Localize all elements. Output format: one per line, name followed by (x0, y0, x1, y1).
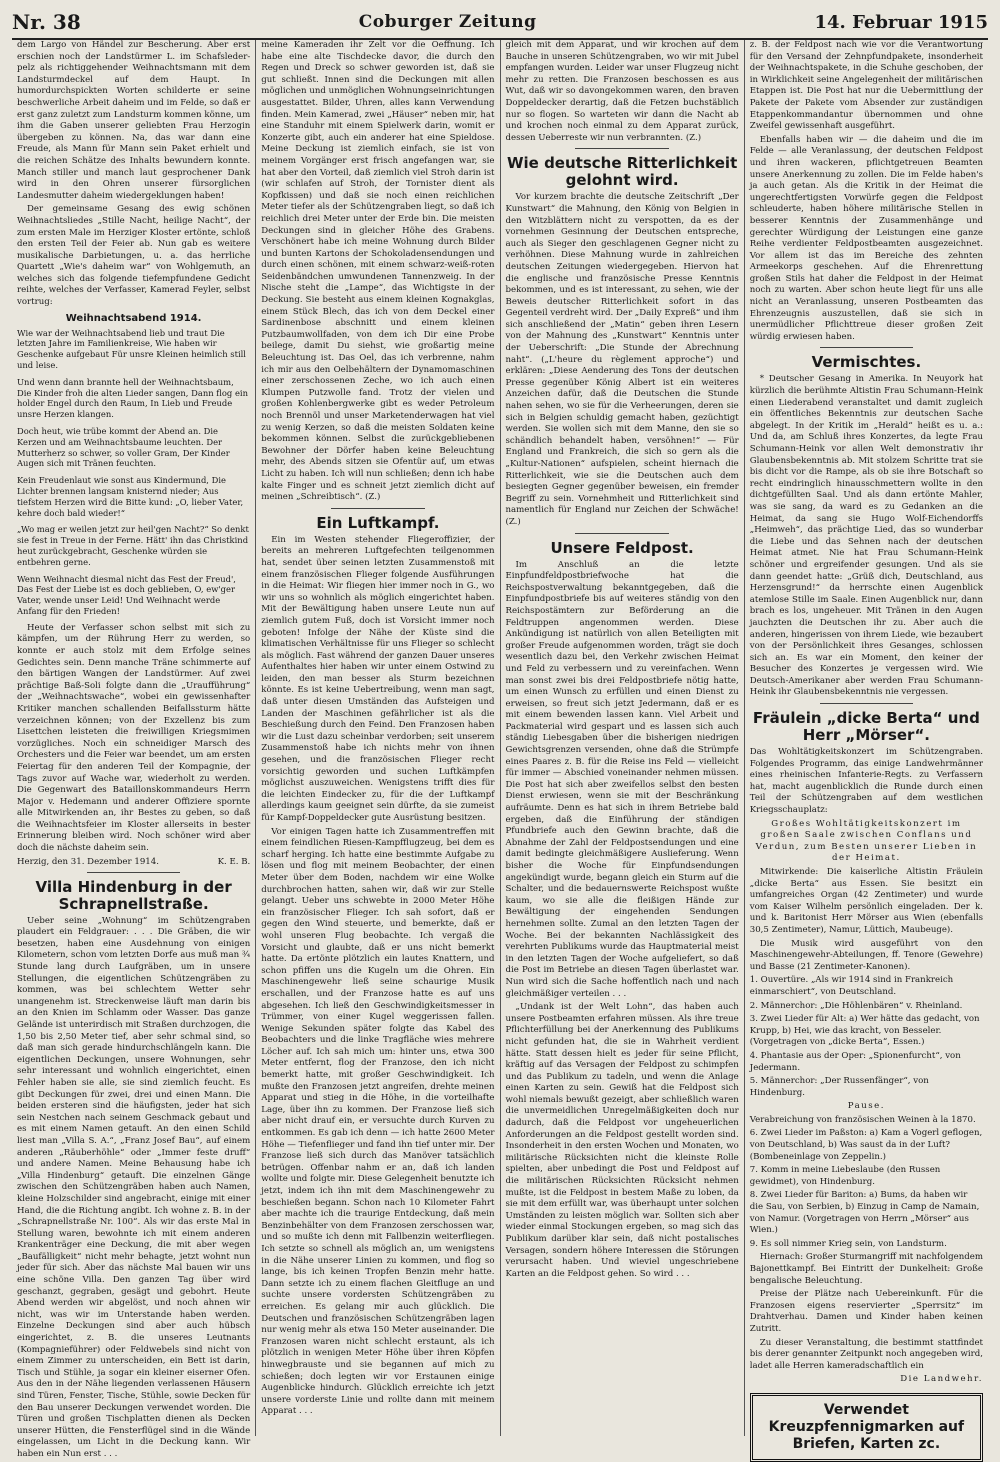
issue-number: Nr. 38 (12, 10, 81, 34)
poem-stanza: Und wenn dann brannte hell der Weihnachtsbaum, Die Kinder froh die alten Lieder sangen, Dann flog ein holder Engel durch den Raum, In Lieb und Freude unsre Herzen klangen. (17, 376, 248, 420)
divider (575, 533, 668, 534)
divider (575, 148, 668, 149)
program-item: 5. Männerchor: „Der Russenfänger“, von Hindenburg. (749, 1076, 929, 1098)
program-item: 2. Männerchor: „Die Höhlenbären“ v. Rheinland. (749, 1000, 963, 1011)
concert-program (750, 975, 983, 1250)
poem-stanza: Wie war der Weihnachtsabend lieb und traut Die letzten Jahre im Familienkreise, Wie haben wir Geschenke aufgebaut Für unsre Kleinen heimlich still und leise. (17, 327, 246, 371)
paragraph: z. B. der Feldpost nach wie vor die Verantwortung für den Versand der Zehnpfundpakete, insonderheit der Weihnachtspakete, in die Schuhe geschoben, der in Wirklichkeit seine Angelegenheit der militärischen Etappen ist. Die Post hat nur die Uebermittlung der Pakete der Pakete vom Absender zur zuständigen Etappenkommandantur übernommen und ohne Zweifel gewissenhaft ausgeführt. (749, 40, 983, 132)
dateline (17, 857, 250, 868)
paragraph: gleich mit dem Apparat, und wir krochen auf dem Bauche in unseren Schützengraben, wo wir mit Jubel empfangen wurden. Leider war unser Flugzeug nicht mehr zu retten. Die Franzosen beschossen es aus Wut, daß wir so davongekommen waren, den braven Doppeldecker derartig, daß die Fetzen buchstäblich nur so flogen. So warteten wir dann die Nacht ab und krochen noch einmal zu dem Apparat zurück, dessen Ueberreste wir nun verbrannten. (Z.) (505, 40, 739, 143)
program-pause: Pause. (847, 1101, 886, 1112)
program-item: 9. Es soll nimmer Krieg sein, von Landsturm. (749, 1238, 947, 1249)
program-item: 3. Zwei Lieder für Alt: a) Wer hätte das gedacht, von Krupp, b) Hei, wie das kracht, von Besseler. (Vorgetragen von „dicke Berta“, Essen.) (749, 1014, 980, 1048)
poem-stanza: Kein Freudenlaut wie sonst aus Kindermund, Die Lichter brennen langsam knisternd nieder; Aus tiefstem Herzen wird die Bitte kund: „O, lieber Vater, kehre doch bald wieder!“ (17, 475, 244, 518)
paragraph: dem Largo von Händel zur Bescherung. Aber erst erschien noch der Landstürmer L. im Schafslederpelz als richtiggehender Weihnachtsmann mit dem Landsturmdeckel auf dem Haupt. In humordurchspickten Worten schilderte er seine beschwerliche Arbeit daheim und im Felde, so daß er erst ganz zuletzt zum Landsturm kommen könne, um ihm die Gaben unserer geliebten Frau Herzogin übergeben zu können. Na, das war dann eine Freude, als Mann für Mann sein Paket erhielt und die reichen Schätze des Inhalts bewundern konnte. Manch stiller und manch laut gesprochener Dank wird in den Ohren unserer fürsorglichen Landesmutter daheim wiedergeklungen haben! (17, 40, 251, 201)
poem-stanza: Doch heut, wie trübe kommt der Abend an. Die Kerzen und am Weihnachtsbaume leuchten. Der Mutterherz so schwer, so voller Gram, Der Kinder Augen sich mit Tränen feuchten. (17, 426, 230, 469)
paragraph: Preise der Plätze nach Uebereinkunft. Für die Franzosen eigens reservierter „Sperrsitz“ im Drahtverhau. Damen und Kinder haben keinen Zutritt. (749, 1289, 983, 1334)
divider (87, 872, 180, 873)
paragraph: meine Kameraden ihr Zelt vor die Oeffnung. Ich habe eine alte Tischdecke davor, die durch den Regen und Dreck so schwer geworden ist, daß sie gut schließt. Innen sind die Deckungen mit allen möglichen und unmöglichen Wohnungseinrichtungen ausgestattet. Bilder, Uhren, alles kann Verwendung finden. Mein Kamerad, zwei „Häuser“ neben mir, hat eine Standuhr mit einem Spielwerk darin, womit er Konzerte gibt, auch ein anderer hat eine Spieldose. Meine Deckung ist ziemlich einfach, sie ist von meinem Vorgänger erst frisch angefangen war, sie hat aber den Vorteil, daß ziemlich viel Stroh darin ist (wir schlafen auf Stroh, der Tornister dient als Kopfkissen) und daß sie noch einen reichlichen Meter tiefer als der Schützengraben liegt, so daß ich reichlich drei Meter unter der Erde bin. Die meisten Deckungen sind in gleicher Höhe des Grabens. Verschönert habe ich meine Wohnung durch Bilder und bunten Kartons der Schokoladensendungen und durch einen schönen, mit einem schwarz-weiß-roten Seidenbändchen umwundenen Tannenzweig. In der Nische steht die „Lampe“, das Wichtigste in der Deckung. Sie besteht aus einem kleinen Kognakglas, einem Stück Blech, das ich von dem Deckel einer Sardinenbose abschnitt und einem kleinen Putzbaumwollfaden, von dem ich Dir eine Probe beilege, damit Du siehst, wie großartig meine Beleuchtung ist. Das Oel, das ich verbrenne, nahm ich mir aus den Oelbehältern der Dynamomaschinen einer zerschossenen Zeche, wo ich auch einen Klumpen Putzwolle fand. Trotz der vielen und großen Kohlenbergwerke gibt es weder Petroleum noch Brennöl und unser Marketenderwagen hat viel zu wenig Kerzen, so daß die meisten Soldaten keine bekommen können. Selbst die zurückgebliebenen Bewohner der Dörfer haben keine Beleuchtung mehr, des Abends sitzen sie Ofentür auf, um etwas Licht zu haben. Ich will nun schließen; denn ich habe kalte Finger und es schneit jetzt ziemlich dicht auf meinen „Schreibtisch“. (Z.) (261, 40, 495, 503)
paragraph: Großes Wohltätigkeitskonzert im großen Saale zwischen Conflans und Verdun, zum Besten unserer Lieben in der Heimat. (755, 818, 978, 864)
column-4 (745, 40, 988, 1453)
program-item: 7. Komm in meine Liebeslaube (den Russen gewidmet), von Hindenburg. (749, 1165, 941, 1187)
paragraph: Heute der Verfasser schon selbst mit sich zu kämpfen, um der Rührung Herr zu werden, so konnte er auch stolz mit dem Erfolge seines Gedichtes sein. Denn manche Träne schimmerte auf den bärtigen Wangen der Landstürmer. Auf zwei prächtige Baß-Soli folgte dann die „Uraufführung“ der „Weihnachtswache“, wobei ein gewissenhafter Kritiker manchen schallenden Beifallssturm hätte verzeichnen können; von der Exzellenz bis zum Lisettchen leisteten die freiwilligen Kriegsmimen vorzügliches. Noch ein schneidiger Marsch des Orchesters und die Feier war beendet, um am ersten Feiertag für den anderen Teil der Kompagnie, der Tags zuvor auf Wache war, wiederholt zu werden. Die Gegenwart des Bataillonskommandeurs Herrn Major v. Hedemann und anderer Offiziere spornte alle Mitwirkenden an, ihr Bestes zu geben, so daß die Weihnachtsfeier im Kloster allerseits in bester Erinnerung bleiben wird. Noch schöner wird aber doch die nächste daheim sein. (17, 622, 251, 854)
columns (12, 40, 988, 1459)
paragraph: Hiernach: Großer Sturmangriff mit nachfolgendem Bajonettkampf. Bei Eintritt der Dunkelheit: Große bengalische Beleuchtung. (749, 1252, 983, 1286)
article-headline: Wie deutsche Ritterlichkeit gelohnt wird. (506, 154, 738, 190)
poem-title: Weihnachtsabend 1914. (65, 312, 202, 324)
paragraph: Der gemeinsame Gesang des ewig schönen Weihnachtsliedes „Stille Nacht, heilige Nacht“, der zum ersten Male im Herziger Kloster ertönte, schloß den ersten Teil der Feier ab. Nun gab es weitere musikalische Darbietungen, u. a. das herrliche Quartett „Wie's daheim war“ von Wohlgemuth, an welches sich das folgende tiefempfundene Gedicht reihte, welches der Verfasser, Kamerad Feyler, selbst vortrug: (17, 204, 251, 308)
poem (17, 328, 250, 617)
program-item: Verabreichung von französischen Weinen à la 1870. (749, 1114, 976, 1125)
dateline-place: Herzig, den 31. Dezember 1914. (17, 856, 159, 867)
divider (820, 703, 913, 704)
masthead (12, 6, 988, 40)
article-headline: Ein Luftkampf. (316, 513, 440, 532)
program-item: 6. Zwei Lieder im Paßston: a) Kam a Vogerl geflogen, von Deutschland, b) Was saust da in der Luft? (Bombeneinlage von Zeppelin.) (749, 1128, 983, 1162)
divider (820, 347, 913, 348)
poem-stanza: Wenn Weihnacht diesmal nicht das Fest der Freud', Das Fest der Liebe ist es doch geblieben, O, ew'ger Vater, wende unser Leid! Und Weihnacht werde Anfang für den Frieden! (17, 573, 236, 616)
dateline-signature: K. E. B. (217, 856, 251, 867)
paragraph: Ueber seine „Wohnung“ im Schützengraben plaudert ein Feldgrauer: . . . Die Gräben, die wir besetzen, haben eine Ausdehnung von einigen Kilometern, schon vom letzten Dorfe aus muß man ¾ Stunde lang durch Laufgräben, um in unsere Stellungen, die eigentlichen Schützengräben zu kommen, was bei schlechtem Wetter sehr unangenehm ist. Streckenweise läuft man darin bis an den Knien im Schlamm oder Wasser. Das ganze Gelände ist unterirdisch mit Straßen durchzogen, die 1,50 bis 2,50 Meter tief, aber sehr schmal sind, so daß man sich gerade hindurchschlängeln kann. Die eigentlichen Deckungen, unsere Wohnungen, sehr sehr interessant und wohnlich eingerichtet, einen Fehler haben sie alle, sie sind ziemlich feucht. Es gibt Deckungen für zwei, drei und einen Mann. Die beiden ersteren sind die häufigsten, jeder hat sich sein Nestchen nach seinem Geschmack gebaut und es mit einem Namen getauft. An den einen Schild liest man „Villa S. A.“, „Franz Josef Bau“, auf einem anderen „Räuberhöhle“ oder „Immer feste druff“ und andere Namen. Meine Behausung habe ich „Villa Hindenburg“ getauft. Die einzelnen Gänge zwischen den Schützengräben haben auch Namen, kleine Holzschilder sind angebracht, einige mit einer Hand, die die Richtung angibt. Ich wohne z. B. in der „Schrapnellstraße Nr. 100“. Als wir das erste Mal in Stellung waren, bewohnte ich mit einem anderen Krankenträger eine Deckung, die mit aber wegen „Baufälligkeit“ nicht mehr behagte, jetzt wohnt nun jeder für sich. Aber das nächste Mal bauen wir uns eine schöne Villa. Den ganzen Tag über wird geschanzt, gegraben, gesägt und gebohrt. Heute Abend werden wir abgelöst, und noch ahnen wir nicht, was wir im Unterstande haben werden. Einzelne Deckungen sind aber auch hübsch eingerichtet, z. B. die unseres Leutnants (Kompagnieführer) oder Feldwebels sind nicht von einem Zimmer zu unterscheiden, ein Bett ist darin, Tisch und Stühle, ja sogar ein kleiner eiserner Ofen. Aus den in der Nähe liegenden verlassenen Häusern sind Türen, Fenster, Tische, Stühle, sowie Decken für den Bau unserer Deckungen verwendet worden. Die Türen und großen Tischplatten dienen als Decken unserer Hütten, die Fensterflügel sind in die Wände eingelassen, um Licht in die Deckung kann. Wir haben ein Nun erst . . . (17, 915, 251, 1459)
divider (331, 508, 424, 509)
program-item: 1. Ouvertüre. „Als wir 1914 sind in Frankreich einmarschiert“, von Deutschland. (749, 975, 954, 997)
paragraph: Vor einigen Tagen hatte ich Zusammentreffen mit einem feindlichen Riesen-Kampfflugzeug, bei dem es scharf herging. Ich hatte eine bestimmte Aufgabe zu lösen und flog mit meinem Beobachter, der einen Meter über dem Boden, nachdem wir eine Wolke durchbrochen hatten, sahen wir, daß wir zur Stelle gelangt. Ueber uns schwebte in 2000 Meter Höhe ein französischer Flieger. Ich sah sofort, daß er gegen den Wind steuerte, und bemerkte, daß er wohl unseren Flug beobachte. Ich vergaß die Vorsicht und glaubte, daß er uns nicht bemerkt hatte. Da ertönte plötzlich ein lautes Knattern, und schon pfiffen uns die Kugeln um die Ohren. Ein Maschinengewehr ließ seine schaurige Musik erschallen, und der Franzose hatte es auf uns abgesehen. Ich ließ den Geschwindigkeitsmesser in Trümmer, von einer Kugel weggerissen fallen. Wenige Sekunden später folgte das Kabel des Beobachters und die linke Tragfläche wies mehrere Löcher auf. Ich sah mich um: hinter uns, etwa 300 Meter entfernt, flog der Franzose, den ich nicht bemerkt hatte, mit großer Geschwindigkeit. Ich mußte den Franzosen jetzt angreifen, drehte meinen Apparat und stieg in die Höhe, in die vorteilhafte Lage, über ihn zu kommen. Der Franzose ließ sich aber nicht drauf ein, er versuchte durch Kurven zu entkommen. Es gab ich denn — ich hatte 2600 Meter Höhe — Tiefenflieger und fand ihn tief unter mir. Der Franzose ließ sich durch das Manöver tatsächlich betrügen. Offenbar nahm er an, daß ich landen wollte und folgte mir. Diese Gelegenheit benutzte ich jetzt, indem ich ihn mit dem Maschinengewehr zu beschießen begann. Schon nach 10 Kilometer Fahrt aber machte ich die traurige Entdeckung, daß mein Benzinbehälter von dem Franzosen zerschossen war, und so mußte ich denn mit Fallbenzin weiterfliegen. Ich setzte so schnell als möglich an, um wenigstens in die Nähe unserer Linien zu kommen, und flog so lange, bis ich keinen Tropfen Benzin mehr hatte. Dann setzte ich zu einem flachen Gleitfluge an und suchte unsere vordersten Schützengräben zu erreichen. Es gelang mir auch glücklich. Die Deutschen und französischen Schützengräben lagen nur wenig mehr als etwa 150 Meter auseinander. Die Franzosen waren nicht schlecht erstaunt, als ich plötzlich in wenigen Meter Höhe über ihren Köpfen hinwegbrauste und sie begannen auf mich zu schießen; doch legten wir vor Erstaunen einige Augenblicke hindurch. Glücklich erreichte ich jetzt unsere vorderste Linie und rollte dann mit meinem Apparat . . . (261, 826, 495, 1417)
program-item: 4. Phantasie aus der Oper: „Spionenfurcht“, von Jedermann. (749, 1050, 961, 1073)
paragraph: Zu dieser Veranstaltung, die bestimmt stattfindet bis derer genannter Zeitpunkt noch angegeben wird, ladet alle Herren kameradschaftlich ein (749, 1337, 983, 1371)
paragraph: Vor kurzem brachte die deutsche Zeitschrift „Der Kunstwart“ die Mahnung, den König von Belgien in den Witzblättern nicht zu verspotten, da es der vornehmen Gesinnung der Deutschen entspreche, auch als Sieger den geschlagenen Gegner nicht zu verhöhnen. Diese Mahnung wurde in zahlreichen deutschen Zeitungen wiedergegeben. Hiervon hat die englische und französische Presse Kenntnis bekommen, und es ist interessant, zu sehen, wie der Beweis deutscher Ritterlichkeit sofort in das Gegenteil verdreht wird. Der „Daily Expreß“ und ihm sich anschließend der „Matin“ geben ihren Lesern von der Mahnung des „Kunstwart“ Kenntnis unter der Ueberschrift: „Die Stunde der Abrechnung naht“. („L'heure du règlement approche“) und erklären: „Diese Aenderung des Tons der deutschen Presse gegenüber König Albert ist ein weiteres Anzeichen dafür, daß die Deutschen die Stunde nahen sehen, wo sie für die Verheerungen, deren sie sich in Belgien schuldig gemacht haben, gezüchtigt werden. Sie wollen sich mit dem Manne, den sie so schändlich behandelt haben, versöhnen!“ — Für England und Frankreich, die sich so gern als die „Kultur-Nationen“ aufspielen, scheint hiernach die Ritterlichkeit, wie sie die Deutschen auch dem besiegten Gegner gegenüber beweisen, ein fremder Begriff zu sein. Vornehmheit und Ritterlichkeit sind namentlich für England nur Zeichen der Schwäche! (Z.) (505, 192, 739, 527)
paragraph: Das Wohltätigkeitskonzert im Schützengraben. Folgendes Programm, das einige Landwehrmänner eines rheinischen Infanterie-Regts. zu Verfassern hat, macht augenblicklich die Runde durch einen Teil der Schützengraben auf dem westlichen Kriegsschauplatz: (749, 747, 983, 816)
advertisement-box: Verwendet Kreuzpfennigmarken auf Briefen, Karten zc. (750, 1393, 983, 1462)
paragraph: Ein im Westen stehender Fliegeroffizier, der bereits an mehreren Luftgefechten teilgenommen hat, sendet über seinen letzten Zusammenstoß mit einem französischen Flieger folgende Ausführungen in die Heimat: Wir fliegen hier immer noch in G., wo wir uns so wohnlich als möglich eingerichtet haben. Mit der Bewältigung haben unsere Leute nun auf ziemlich gutem Fuß, doch ist Vorsicht immer noch geboten! Infolge der Nähe der Küste sind die klimatischen Verhältnisse für uns Flieger so schlecht als möglich. Fast während der ganzen Dauer unseres Aufenthaltes hier haben wir unter einem Ostwind zu leiden, den man besser als Sturm bezeichnen könnte. Es ist keine Uebertreibung, wenn man sagt, daß unter diesen Umständen das Aufsteigen und Landen der Maschinen gefährlicher ist als die Beschießung durch den Feind. Den Franzosen haben wir die Lust dazu scheinbar verdorben; seit unserem Zusammenstoß habe ich nichts mehr von ihnen gesehen, und die französischen Flieger recht vorsichtig geworden und suchen Luftkämpfen möglichst auszuweichen. Wenigstens trifft dies für die leichten Eindecker zu, für die der Luftkampf allerdings kaum geeignet sein dürfte, da sie zumeist für Kampf-Doppeldecker gute Ausrüstung besitzen. (261, 534, 495, 823)
paragraph: Ebenfalls haben wir — die daheim und die im Felde — alle Veranlassung, der deutschen Feldpost und ihren wackeren, pflichtgetreuen Beamten unsere Anerkennung zu zollen. Die im Felde haben's ja auch getan. Als die Kritik in der Heimat die ungerechtfertigsten Vorwürfe gegen die Feldpost schleuderte, haben höhere militärische Stellen in besserer Kenntnis der Zusammenhänge und gerechter Würdigung der Leistungen eine ganze Reihe verdienter Feldpostbeamten ausgezeichnet. Vor allem ist das im Bereiche des zehnten Armeekorps geschehen. Auf die Ehrenrettung großen Stils hat daher die Feldpost in der Heimat noch zu warten. Aber schon heute liegt für uns alle nicht an Veranlassung, unseren Postbeamten das Ehrenzeugnis auszustellen, daß sie sich in unermüdlicher Pflichttreue dieser großen Zeit würdig erwiesen haben. (749, 134, 983, 342)
paragraph: Im Anschluß an die letzte Einpfundfeldpostbriefwoche hat die Reichspostverwaltung bekanntgegeben, daß die Einpfundpostbriefe bis auf weiteres ständig von den Reichspostämtern zur Beförderung an die Feldtruppen angenommen werden. Diese Ankündigung ist natürlich von allen Beteiligten mit großer Freude aufgenommen worden, trägt sie doch wesentlich dazu bei, den Verkehr zwischen Heimat und Feld zu verbessern und zu vereinfachen. Wenn man sonst zwei bis drei Feldpostbriefe nötig hatte, um einen Wunsch zu erfüllen und einen Dienst zu erweisen, so freut sich jetzt Jedermann, daß er es mit einem bewenden lassen kann. Viel Arbeit und Packmaterial wird gespart und es lassen sich auch ständig Liebesgaben über die bisherigen niedrigen Gewichtsgrenzen versenden, ohne daß die Strümpfe eines Paares z. B. für die Reise ins Feld — vielleicht für immer — Abschied voneinander nehmen müssen. Die Post hat sich aber zweifellos selbst den besten Dienst erwiesen, wenn sie mit der Beschränkung aufräumte. Denn es hat sich in ihrem Betriebe bald ergeben, daß die Einführung der ständigen Pfundbriefe auch den Gewinn brachte, daß die Abnahme der Zahl der Feldpostsendungen und eine damit bedingte gleichmäßigere Auslieferung. Wenn bisher die Woche für Einpfundsendungen angekündigt wurde, begann gleich ein Sturm auf die Schalter, und die bedauernswerte Reichspost wußte kaum, wo sie alle die fleißigen Hände zur Bewältigung der eingehenden Sendungen hernehmen sollte. Zumal an den letzten Tagen der Woche. Bei der bekannten Nachlässigkeit des verehrten Publikums wurde das Hauptmaterial meist in den letzten Tagen der Woche aufgeliefert, so daß die Post im Betriebe an diesen Tagen überlastet war. Nun wird sich die Sache hoffentlich nach und nach gleichmäßiger verteilen . . . (505, 559, 739, 999)
section-headline: Vermischtes. (811, 353, 922, 372)
article-headline: Fräulein „dicke Berta“ und Herr „Mörser“. (752, 709, 980, 745)
signature: Die Landwehr. (900, 1374, 983, 1385)
newspaper-title: Coburger Zeitung (358, 12, 537, 32)
paragraph: Die Musik wird ausgeführt von den Maschinengewehr-Abteilungen, ff. Tenore (Gewehre) und Basse (21 Zentimeter-Kanonen). (749, 938, 983, 972)
article-headline: Unsere Feldpost. (550, 538, 694, 557)
article-headline: Villa Hindenburg in der Schrapnellstraße. (35, 877, 232, 913)
issue-date: 14. Februar 1915 (814, 11, 988, 33)
program-item: 8. Zwei Lieder für Bariton: a) Bums, da haben wir die Sau, von Serbien, b) Einzug in Camp de Namain, von Namur. (Vorgetragen von Herrn „Mörser“ aus Wien.) (749, 1190, 980, 1236)
column-3 (501, 40, 745, 1436)
paragraph: „Undank ist der Welt Lohn“, das haben auch unsere Postbeamten erfahren müssen. Als ihre treue Pflichterfüllung bei der Anerkennung des Publikums nicht gefunden hat, die sie in Wahrheit verdient hätte. Statt dessen hielt es jeder für seine Pflicht, kräftig auf das Versagen der Feldpost zu schimpfen und das Publikum zu tadeln, und wenn die Anlage einen Karten zu sein. Gewiß hat die Feldpost sich wohl niemals bewußt gezeigt, aber schließlich waren die unvermeidlichen Unregelmäßigkeiten doch nur dadurch, daß die Feldpost vor ungeheuerlichen Anforderungen an die Feldpost gestellt worden sind. Insonderheit in den ersten Wochen und Monaten, wo militärische Rücksichten nicht die kleinste Rolle spielten, aber unbedingt die Post und Feldpost auf die militärischen Rücksichten Rücksicht nehmen mußte, ist die Feldpost in bestem Maße zu loben, da sie mit dem erfüllt war, was überhaupt unter solchen Umständen zu leisten möglich war. Sollten sich aber wieder einmal Stockungen ergeben, so mag sich das Publikum darüber klar sein, daß nicht postalisches Versagen, sondern höhere Interessen die Störungen verursacht haben. Und wieviel ungeschriebene Karten an die Feldpost gehen. So wird . . . (505, 1002, 739, 1279)
paragraph: * Deutscher Gesang in Amerika. In Neuyork hat kürzlich die berühmte Altistin Frau Schumann-Heink einen Liederabend veranstaltet und damit zugleich ein öffentliches Bekenntnis zur deutschen Sache abgelegt. In der Kritik im „Herald“ heißt es u. a.: Und da, am Schluß ihres Konzertes, da legte Frau Schumann-Heink vor allen Welt demonstrativ ihr Glaubensbekenntnis ab. Mit stolzem Schritte trat sie bis dicht vor die Rampe, als ob sie ihre Botschaft so recht eindringlich hinausschmettern wollte in den dichtgefüllten Saal. Und als dann ertönte Mahler, was sie sang, da ward es zu Gedanken an die Heimat, da sang sie Hugo Wolf-Eichendorffs „Heimweh“, das prächtige Lied, das so wunderbar die Liebe und das Sehnen nach der deutschen Heimat atmet. Nie hat Frau Schumann-Heink schöner und ergreifender gesungen. Und als sie dann geendet hatte: „Grüß dich, Deutschland, aus Herzensgrund!“ da herrschte einen Augenblick atemlose Stille im Saale. Einen Augenblick nur, dann brach es los, ungeheuer. Mit Tränen in den Augen jauchzten die Deutschen ihr zu. Aber auch die anderen, hingerissen von ihrem Liede, wie bezaubert von der Persönlichkeit ihres Gesanges, schlossen sich an. Es war ein Moment, den keiner der Besucher des Konzertes je vergessen wird. Wie Deutsch-Amerikaner aber werden Frau Schumann-Heink ihr Glaubensbekenntnis nie vergessen. (749, 374, 983, 698)
column-1 (12, 40, 256, 1459)
poem-stanza: „Wo mag er weilen jetzt zur heil'gen Nacht?“ So denkt sie fest in Treue in der Ferne. Hätt' ihn das Christkind heut zurückgebracht, Geschenke würden sie entbehren gerne. (17, 524, 249, 567)
paragraph: Mitwirkende: Die kaiserliche Altistin Fräulein „dicke Berta“ aus Essen. Sie besitzt ein umfangreiches Organ (42 Zentimeter) und wurde vom Kaiser Wilhelm persönlich eingeladen. Der k. und k. Baritonist Herr Mörser aus Wien (ebenfalls 30,5 Zentimeter), Namur, Lüttich, Maubeuge). (749, 867, 983, 935)
column-2 (256, 40, 500, 1436)
